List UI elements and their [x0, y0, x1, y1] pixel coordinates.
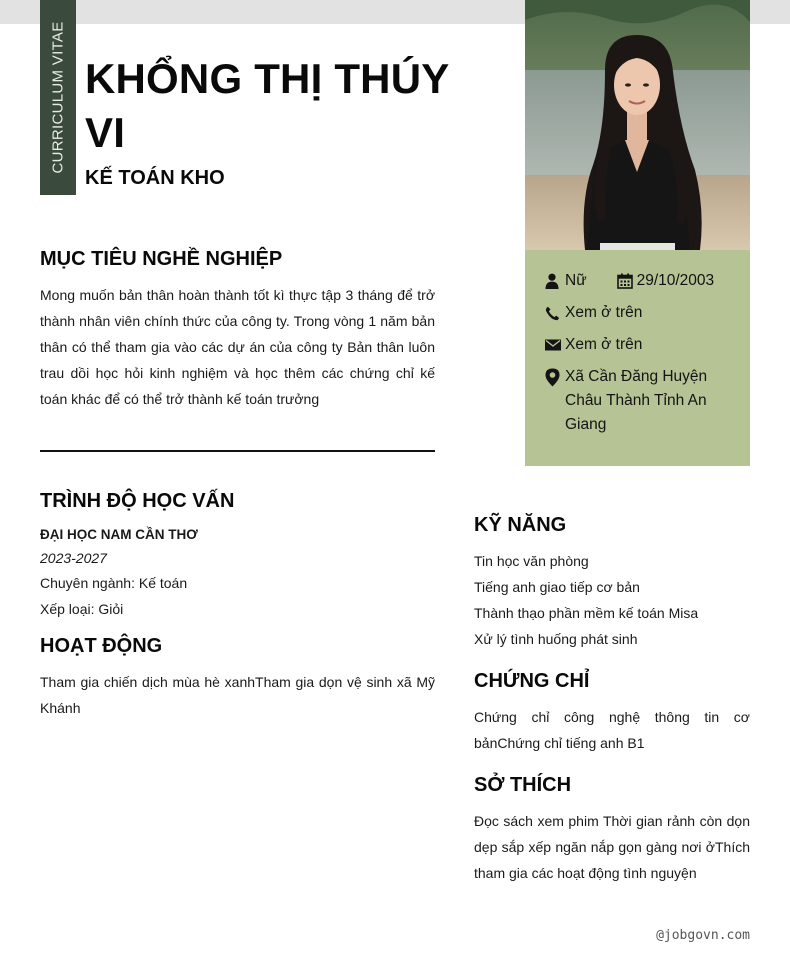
certificates-title: CHỨNG CHỈ [474, 670, 590, 692]
hobbies-text: Đọc sách xem phim Thời gian rảnh còn dọn dẹp sắp xếp ngăn nắp gọn gàng nơi ởThích tham gia các hoạt động tình nguyện [474, 813, 750, 881]
watermark: @jobgovn.com [656, 928, 750, 943]
contact-info-box [525, 250, 750, 466]
skill-item: Tiếng anh giao tiếp cơ bản [474, 579, 640, 595]
email-value: Xem ở trên [565, 336, 643, 353]
section-divider [40, 450, 435, 452]
education-school: ĐẠI HỌC NAM CẦN THƠ [40, 527, 198, 542]
activities-title: HOẠT ĐỘNG [40, 635, 163, 657]
birthdate-value: 29/10/2003 [636, 272, 715, 289]
gender-birthdate-row [545, 269, 732, 293]
phone-value: Xem ở trên [565, 304, 643, 321]
skill-item: Tin học văn phòng [474, 553, 589, 569]
email-row [545, 333, 732, 357]
activities-text: Tham gia chiến dịch mùa hè xanhTham gia dọn vệ sinh xã Mỹ Khánh [40, 674, 435, 716]
person-icon [545, 273, 565, 289]
education-grade: Xếp loại: Giỏi [40, 601, 124, 617]
location-pin-icon [545, 365, 565, 389]
skills-title: KỸ NĂNG [474, 514, 567, 536]
education-major: Chuyên ngành: Kế toán [40, 575, 188, 591]
calendar-icon [617, 273, 637, 289]
hobbies-title: SỞ THÍCH [474, 774, 572, 796]
email-icon [545, 333, 565, 357]
gender-value: Nữ [565, 272, 587, 289]
job-title: KẾ TOÁN KHO [85, 167, 225, 189]
education-years: 2023-2027 [40, 550, 107, 566]
certificates-text: Chứng chỉ công nghệ thông tin cơ bảnChứng chỉ tiếng anh B1 [474, 709, 750, 751]
candidate-name: KHỔNG THỊ THÚY VI [85, 55, 449, 156]
skill-item: Thành thạo phần mềm kế toán Misa [474, 605, 699, 621]
objective-title: MỤC TIÊU NGHỀ NGHIỆP [40, 248, 283, 270]
education-title: TRÌNH ĐỘ HỌC VẤN [40, 490, 235, 512]
phone-icon [545, 301, 565, 325]
vertical-label: CURRICULUM VITAE [49, 21, 67, 174]
address-row [545, 365, 732, 437]
profile-photo [525, 0, 750, 250]
phone-row [545, 301, 732, 325]
address-value: Xã Cần Đăng Huyện Châu Thành Tỉnh An Giang [565, 368, 708, 433]
skill-item: Xử lý tình huống phát sinh [474, 631, 638, 647]
curriculum-vitae-tab [40, 0, 76, 195]
objective-text: Mong muốn bản thân hoàn thành tốt kì thực tập 3 tháng để trở thành nhân viên chính thức của công ty. Trong vòng 1 năm bản thân có thể tham gia vào các dự án của công ty Bản thân luôn trau dồi học hỏi kinh nghiệm và học thêm các chứng chỉ kế toán khác để có thể trở thành kế toán trưởng [40, 287, 435, 407]
